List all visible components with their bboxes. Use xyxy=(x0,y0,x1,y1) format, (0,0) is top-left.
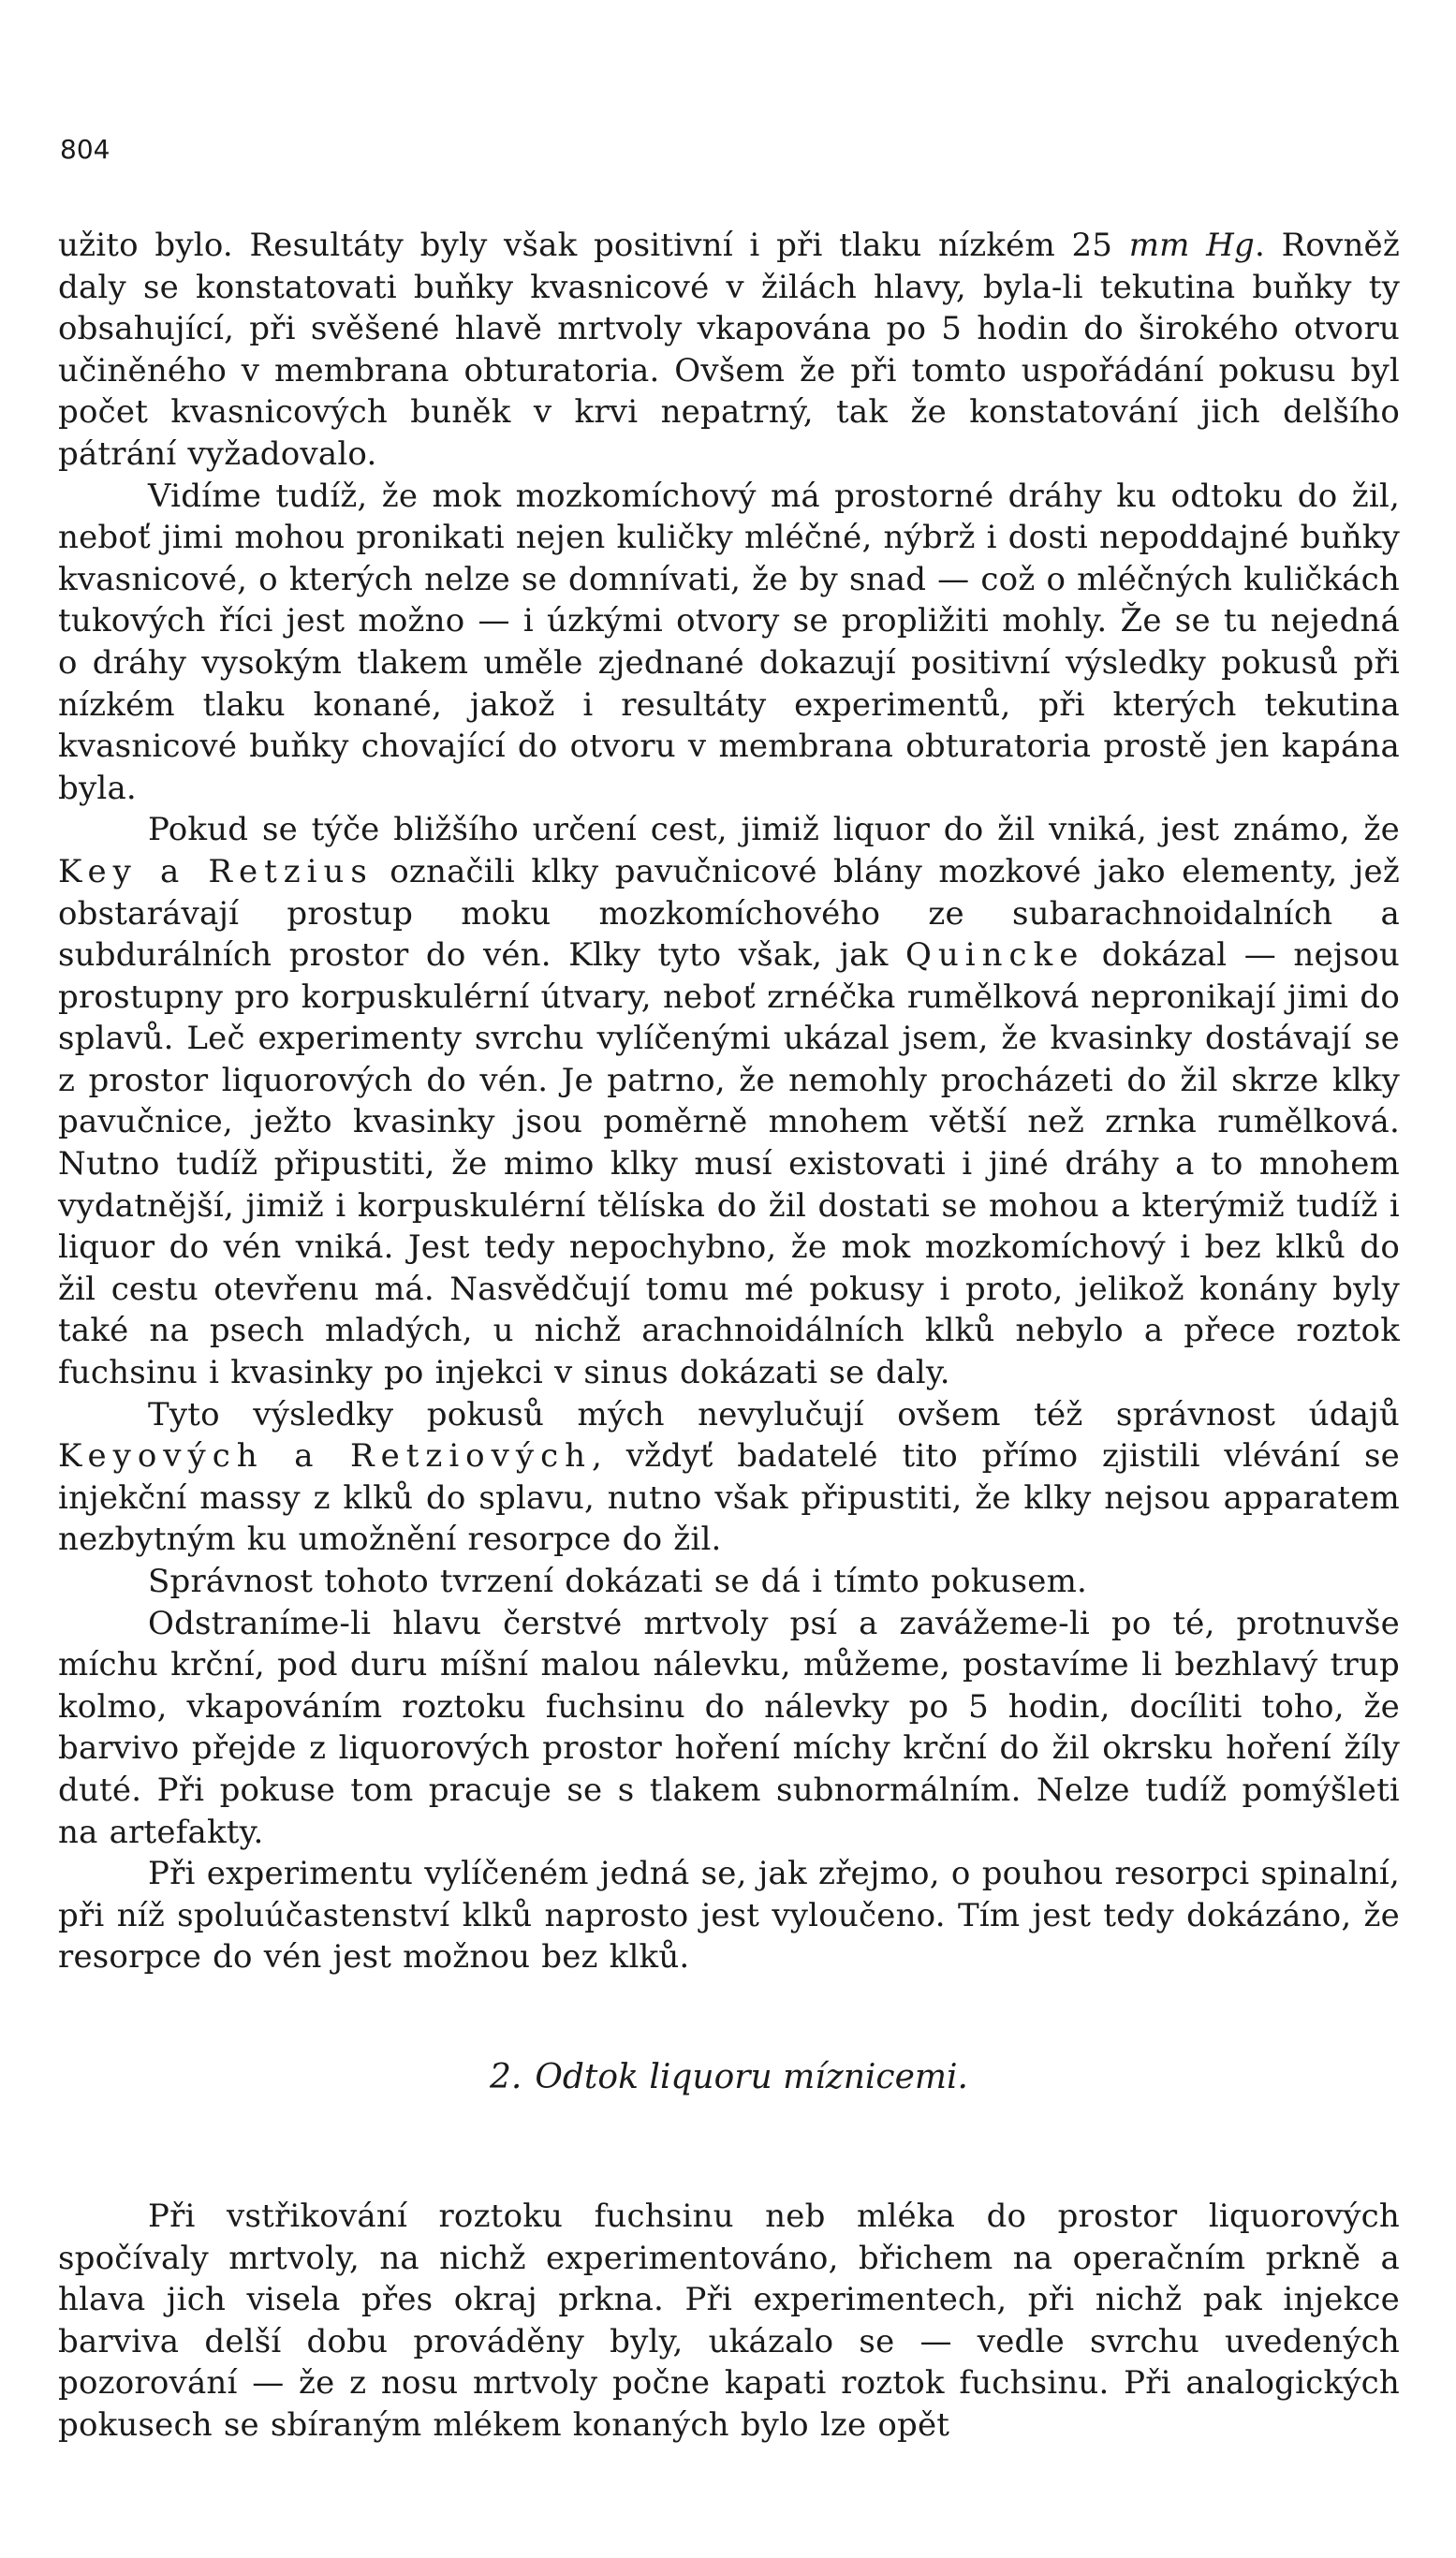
paragraph-7: Při experimentu vylíčeném jedná se, jak zřejmo, o pouhou resorpci spinalní, při níž spoluúčastenství klků naprosto jest vyloučeno. Tím jest tedy dokázáno, že resorpce do vén jest možnou bez klků. xyxy=(58,1855,1400,1977)
paragraph-3-part-c: dokázal — nejsou prostupny pro korpuskulérní útvary, neboť zrnéčka rumělková nepronikají jimi do splavů. Leč experimenty svrchu vylíčenými ukázal jsem, že kvasinky dostávají se z prostor liquorových do vén. Je patrno, že nemohly procházeti do žil skrze klky pavučnice, ježto kvasinky jsou poměrně mnohem větší než zrnka rumělková. Nutno tudíž připustiti, že mimo klky musí existovati i jiné dráhy a to mnohem vydatnější, jimiž i korpuskulérní tělíska do žil dostati se mohou a kterýmiž tudíž i liquor do vén vniká. Jest tedy nepochybno, že mok mozkomíchový i bez klků do žil cestu otevřenu má. Nasvědčují tomu mé pokusy i proto, jelikož konány byly také na psech mladých, u nichž arachnoidálních klků nebylo a přece roztok fuchsinu i kvasinky po injekci v sinus dokázati se daly. xyxy=(58,936,1400,1392)
author-retziovych: Retziových xyxy=(350,1437,593,1476)
paragraph-6: Odstraníme-li hlavu čerstvé mrtvoly psí a zavážeme-li po té, protnuvše míchu krční, pod duru míšní malou nálevku, můžeme, postavíme li bezhlavý trup kolmo, vkapováním roztoku fuchsinu do nálevky po 5 hodin, docíliti toho, že barvivo přejde z liquorových prostor hoření míchy krční do žil okrsku hoření žíly duté. Při pokuse tom pracuje se s tlakem subnormálním. Nelze tudíž pomýšleti na artefakty. xyxy=(58,1604,1400,1851)
page-number: 804 xyxy=(60,134,110,165)
author-keyovych: Keyových xyxy=(58,1437,264,1476)
body-text-top xyxy=(58,225,1400,1978)
paragraph-3-part-b: označili klky pavučnicové blány mozkové jako elementy, jež obstarávají prostup moku mozkomíchového ze subarachnoidalních a subdurálních prostor do vén. Klky tyto však, jak xyxy=(58,852,1400,975)
section-title: Odtok liquoru míznicemi. xyxy=(535,2057,968,2096)
pressure-unit: mm Hg xyxy=(1128,227,1255,264)
paragraph-4-part-b: , vždyť badatelé tito přímo zjistili vlévání se injekční massy z klků do splavu, nutno však připustiti, že klky nejsou apparatem nezbytným ku umožnění resorpce do žil. xyxy=(58,1437,1400,1559)
paragraph-3-part-a: Pokud se týče bližšího určení cest, jimiž liquor do žil vniká, jest známo, že xyxy=(148,811,1400,849)
conjunction: a xyxy=(263,1437,351,1476)
paragraph-2: Vidíme tudíž, že mok mozkomíchový má prostorné dráhy ku odtoku do žil, neboť jimi mohou pronikati nejen kuličky mléčné, nýbrž i dosti nepoddajné buňky kvasnicové, o kterých nelze se domnívati, že by snad — což o mléčných kuličkách tukových říci jest možno — i úzkými otvory se propližiti mohly. Že se tu nejedná o dráhy vysokým tlakem uměle zjednané dokazují positivní výsledky pokusů při nízkém tlaku konané, jakož i resultáty experimentů, při kterých tekutina kvasnicové buňky chovající do otvoru v membrana obturatoria prostě jen kapána byla. xyxy=(58,477,1400,807)
paragraph-1-rest: . Rovněž daly se konstatovati buňky kvasnicové v žilách hlavy, byla-li tekutina buňky ty obsahující, při svěšené hlavě mrtvoly vkapována po 5 hodin do širokého otvoru učiněného v membrana obturatoria. Ovšem že při tomto uspořádání pokusu byl počet kvasnicových buněk v krvi nepatrný, tak že konstatování jich delšího pátrání vyžadovalo. xyxy=(58,227,1400,473)
paragraph-1-text: užito bylo. Resultáty byly však positivní i při tlaku nízkém 25 xyxy=(58,227,1129,264)
paragraph-3 xyxy=(58,809,1400,1393)
paragraph-5: Správnost tohoto tvrzení dokázati se dá i tímto pokusem. xyxy=(148,1563,1088,1600)
section-heading xyxy=(58,2057,1400,2098)
author-key: Key xyxy=(58,852,138,890)
author-retzius: Retzius xyxy=(208,852,374,890)
paragraph-8: Při vstřikování roztoku fuchsinu neb mléka do prostor liquorových spočívaly mrtvoly, na nichž experimentováno, břichem na operačním prkně a hlava jich visela přes okraj prkna. Při experimentech, při nichž pak injekce barviva delší dobu prováděny byly, ukázalo se — vedle svrchu uvedených pozorování — že z nosu mrtvoly počne kapati roztok fuchsinu. Při analogických pokusech se sbíraným mlékem konaných bylo lze opět xyxy=(58,2197,1400,2444)
conjunction: a xyxy=(137,852,209,890)
body-text-bottom xyxy=(58,2196,1400,2447)
author-quincke: Quincke xyxy=(905,936,1085,975)
paragraph-4 xyxy=(58,1394,1400,1561)
paragraph-1 xyxy=(58,225,1400,476)
paragraph-4-part-a: Tyto výsledky pokusů mých nevylučují ovšem též správnost údajů xyxy=(148,1395,1400,1433)
section-number: 2. xyxy=(490,2057,522,2096)
